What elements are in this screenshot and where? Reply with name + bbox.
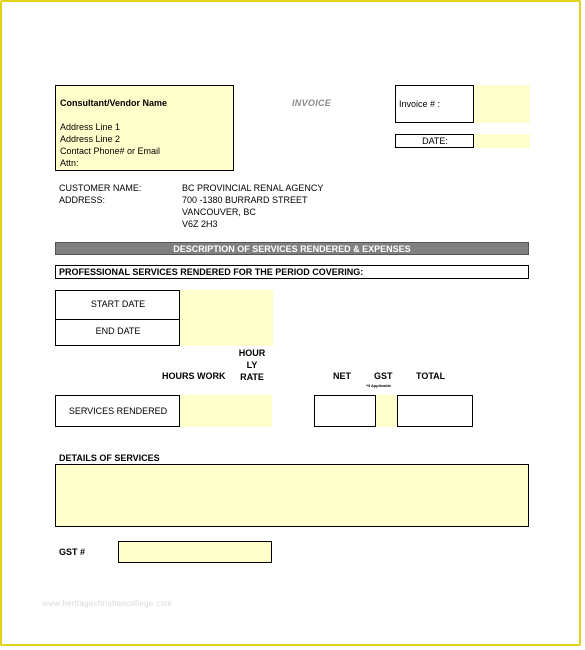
period-dates-table [55,290,272,346]
vendor-name: Consultant/Vendor Name [60,98,168,108]
vendor-contact: Contact Phone# or Email [60,146,161,156]
hourly-rate-header-line-1: HOUR [238,348,266,358]
invoice-number-box [395,85,529,123]
services-rendered-label: SERVICES RENDERED [68,406,168,416]
invoice-title: INVOICE [292,98,332,108]
hourly-rate-header-line-3: RATE [240,372,264,382]
vendor-address-line-2: Address Line 2 [60,134,121,144]
vendor-address-line-1: Address Line 1 [60,122,121,132]
vendor-attn: Attn: [60,158,79,168]
customer-name-value: BC PROVINCIAL RENAL AGENCY [182,183,324,193]
start-date-label: START DATE [56,291,180,320]
net-header: NET [333,371,351,381]
watermark: www.heritagechristiancollege.com [42,599,173,608]
date-field[interactable] [473,134,530,148]
total-field[interactable] [396,396,472,426]
gst-number-label: GST # [59,547,86,557]
gst-applicable-note: *If Applicable [366,383,392,388]
customer-labels [59,182,141,206]
customer-values [182,182,323,230]
vendor-info-box[interactable] [55,85,234,171]
customer-name-label: CUSTOMER NAME: [59,183,142,193]
date-box [395,134,529,148]
services-rendered-row [55,395,272,427]
hourly-rate-field[interactable] [234,395,272,427]
totals-row [314,395,473,427]
end-date-field[interactable] [179,318,273,346]
description-header-bar: DESCRIPTION OF SERVICES RENDERED & EXPENSES [55,242,529,255]
address-label: ADDRESS: [59,195,106,205]
hourly-rate-header-line-2: LY [246,360,258,370]
details-of-services-title: DETAILS OF SERVICES [59,453,160,463]
address-line-3-value: V6Z 2H3 [182,219,218,229]
address-line-1-value: 700 -1380 BURRARD STREET [182,195,308,205]
hours-worked-header: HOURS WORK [162,371,226,381]
address-line-2-value: VANCOUVER, BC [182,207,256,217]
date-label: DATE: [422,136,448,146]
invoice-number-label: Invoice # : [399,99,441,109]
gst-number-field[interactable] [118,541,272,563]
gst-field[interactable] [375,395,398,427]
hours-worked-field[interactable] [179,395,237,427]
details-of-services-field[interactable] [55,464,529,527]
total-header: TOTAL [416,371,446,381]
end-date-label: END DATE [95,326,141,336]
start-date-field[interactable] [179,290,273,319]
hourly-rate-header [230,347,274,383]
gst-header: GST [374,371,393,381]
net-field[interactable] [315,396,375,426]
period-covering-label: PROFESSIONAL SERVICES RENDERED FOR THE PERIOD COVERING: [55,265,529,279]
invoice-number-field[interactable] [473,85,530,123]
